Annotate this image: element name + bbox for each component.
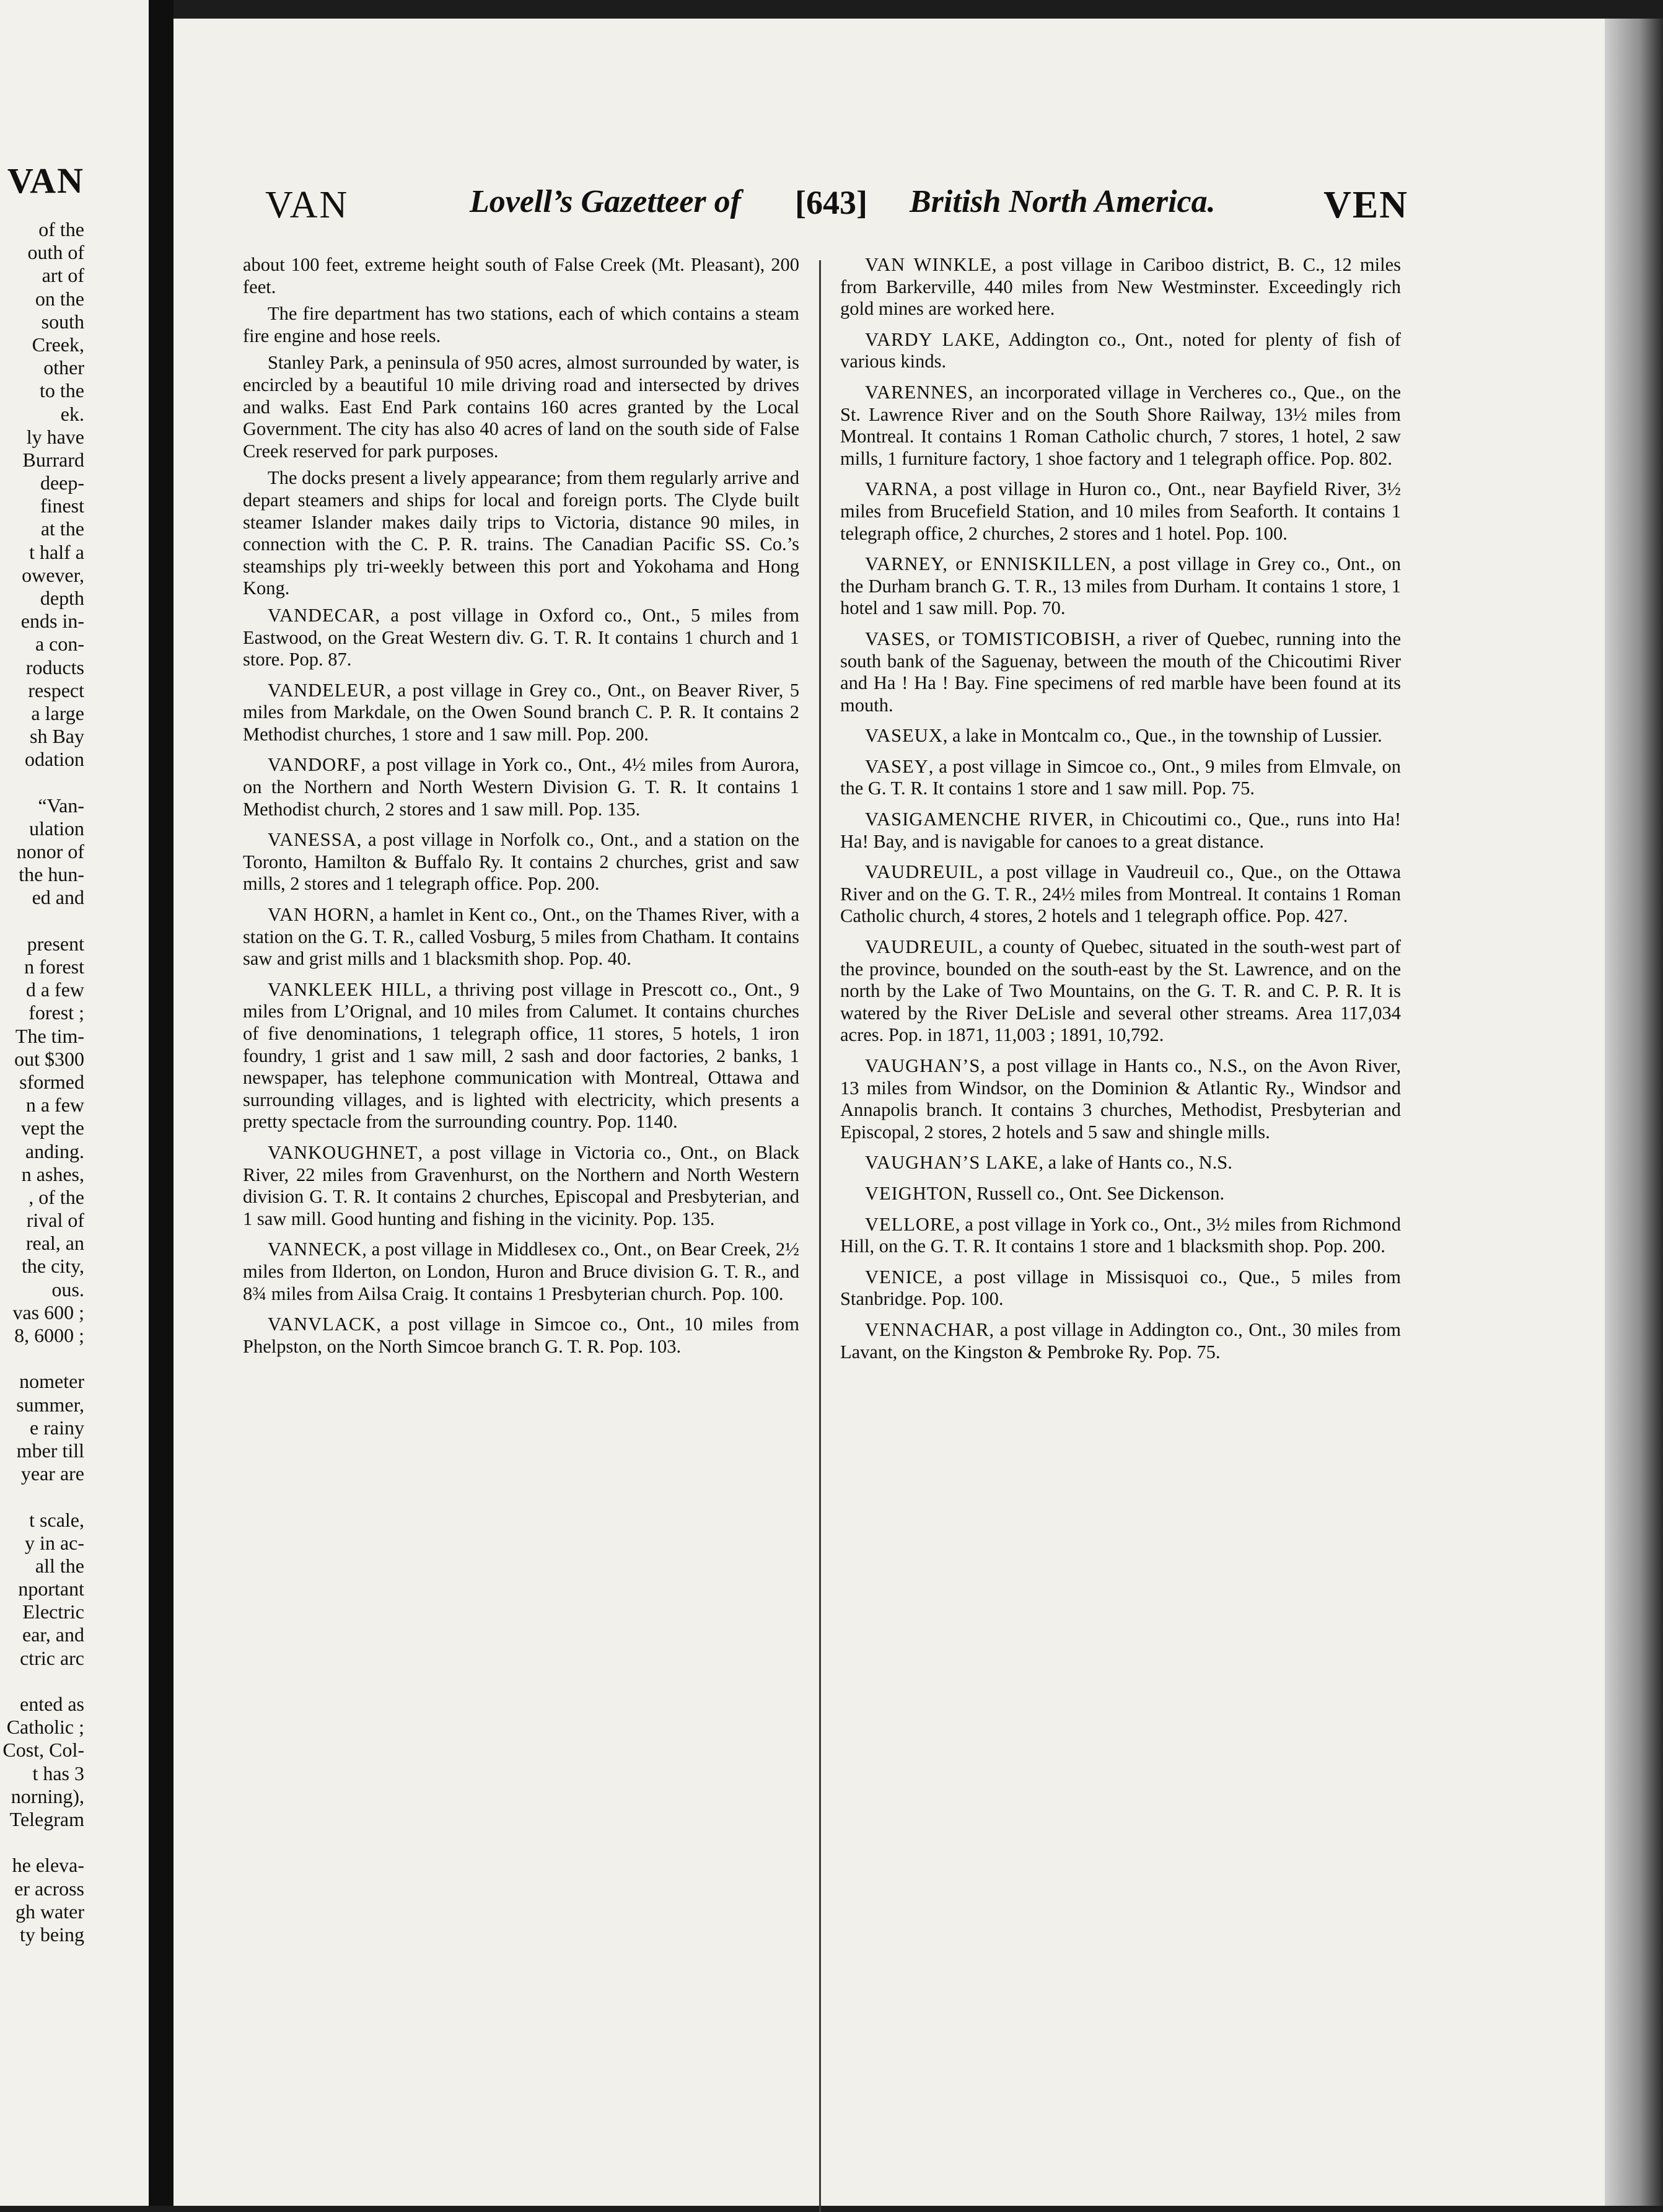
entry-text: , a post village in Middlesex co., Ont., on Bear Creek, 2½ miles from Ilderton, on London, Huron and Bruce division G. T. R., and 8¾ miles from Ailsa Craig. It contains 1 Presbyterian church. Pop. 100. (243, 1239, 799, 1304)
entry-text: , a post village in Oxford co., Ont., 5 miles from Eastwood, on the Great Western div. G. T. R. It contains 1 church and 1 store. Pop. 87. (243, 604, 799, 670)
entry-text: , Russell co., Ont. See Dickenson. (967, 1182, 1225, 1204)
facing-page-line: sh Bay (30, 725, 84, 748)
entry-text: , a thriving post village in Prescott co., Ont., 9 miles from L’Orignal, and 10 miles from Calumet. It contains churches of five denominations, 1 telegraph office, 11 stores, 5 hotels, 1 iron foundry, 1 grist and 1 saw mill, 2 sash and door factories, 2 banks, 1 newspaper, has telephone communication with Montreal, Ottawa and surrounding villages, and is lighted with electricity, which presents a pretty spectacle from the surrounding country. Pop. 1140. (243, 978, 799, 1133)
entry-text: , a post village in Hants co., N.S., on the Avon River, 13 miles from Windsor, on the Dominion & Atlantic Ry., Windsor and Annapolis branch. It contains 3 churches, Methodist, Presbyterian and Episcopal, 2 stores, 2 hotels and 5 saw and shingle mills. (840, 1055, 1401, 1143)
gazetteer-entry (840, 1214, 1401, 1258)
gazetteer-entry (243, 979, 799, 1133)
facing-page-line (2, 1485, 84, 1508)
entry-text: , a post village in Victoria co., Ont., on Black River, 22 miles from Gravenhurst, on the Northern and North Western division G. T. R. It contains 2 churches, Episcopal and Presbyterian, and 1 saw mill. Good hunting and fishing in the vicinity. Pop. 135. (243, 1141, 799, 1229)
entry-name: VANDORF (268, 754, 361, 776)
facing-page-line: rival of (26, 1209, 84, 1232)
facing-page-line: deep- (40, 472, 84, 494)
entry-name: VANVLACK (268, 1314, 377, 1335)
facing-page-line: ented as (20, 1693, 84, 1715)
facing-page-line: ly have (26, 425, 84, 448)
gazetteer-entry (840, 936, 1401, 1047)
gazetteer-entry (840, 329, 1401, 373)
entry-text: , a post village in Simcoe co., Ont., 10 miles from Phelpston, on the North Simcoe branch G. T. R. Pop. 103. (243, 1314, 799, 1357)
facing-page-line: ous. (51, 1278, 84, 1301)
facing-page-line: The tim- (15, 1024, 84, 1047)
paragraph: The fire department has two stations, each of which contains a steam fire engine and hose reels. (243, 303, 799, 346)
facing-page-line: mber till (16, 1439, 84, 1462)
facing-page-line: , of the (29, 1185, 84, 1208)
facing-page-line: ulation (29, 817, 84, 840)
header-title-left: Lovell’s Gazetteer of (470, 184, 741, 219)
facing-page-line: vept the (20, 1117, 84, 1139)
entry-text: , in Chicoutimi co., Que., runs into Ha! Ha! Bay, and is navigable for canoes to a great distance. (840, 809, 1401, 852)
page-number: [643] (795, 184, 867, 221)
left-column (243, 254, 799, 1366)
entry-name: VENICE (865, 1266, 938, 1288)
facing-page-line: Cost, Col- (2, 1739, 84, 1762)
facing-page-line: Telegram (9, 1807, 84, 1830)
entry-text: , a hamlet in Kent co., Ont., on the Thames River, with a station on the G. T. R., called Vosburg, 5 miles from Chatham. It contains saw and grist mills and 1 blacksmith shop. Pop. 40. (243, 904, 799, 970)
facing-page-line: t has 3 (32, 1762, 84, 1784)
facing-page-line: d a few (25, 978, 84, 1001)
entry-name: VELLORE (865, 1213, 955, 1235)
header-left-keyword: VAN (265, 184, 349, 226)
facing-page-line: depth (40, 587, 84, 609)
gazetteer-entry (840, 1266, 1401, 1310)
facing-page-line: ends in- (20, 610, 84, 633)
entry-text: , a county of Quebec, situated in the south-west part of the province, bounded on the south-east by the St. Lawrence, and on the north by the Lake of Two Mountains, on the G. T. R. and C. P. R. It is watered by the River DeLisle and several other streams. Area 117,034 acres. Pop. in 1871, 11,003 ; 1891, 10,792. (840, 936, 1401, 1046)
paragraph: about 100 feet, extreme height south of False Creek (Mt. Pleasant), 200 feet. (243, 254, 799, 297)
entry-name: VAN HORN (268, 904, 370, 926)
facing-page-line: finest (40, 494, 84, 517)
facing-page-line: t half a (29, 540, 84, 563)
facing-page-line (2, 1831, 84, 1854)
facing-page-line: summer, (16, 1393, 84, 1416)
entry-text: , a post village in York co., Ont., 4½ miles from Aurora, on the Northern and North Western Division G. T. R. It contains 1 Methodist church, 2 stores and 1 saw mill. Pop. 135. (243, 754, 799, 820)
entry-text: , a post village in Simcoe co., Ont., 9 miles from Elmvale, on the G. T. R. It contains 1 store and 1 saw mill. Pop. 75. (840, 755, 1401, 799)
gazetteer-entry (840, 628, 1401, 716)
gazetteer-entry (840, 725, 1401, 747)
gazetteer-entry (840, 809, 1401, 853)
facing-page-line: e rainy (30, 1416, 84, 1439)
header-right-keyword: VEN (1323, 184, 1408, 226)
facing-page-line: t scale, (29, 1508, 84, 1531)
header-title-right: British North America. (910, 184, 1216, 219)
gazetteer-entry (840, 1055, 1401, 1143)
facing-page-line: owever, (22, 563, 84, 586)
page-edge (1605, 19, 1663, 2206)
facing-page-line: the hun- (19, 863, 84, 886)
facing-page-line: Catholic ; (6, 1716, 84, 1739)
entry-name: VARDY LAKE (865, 328, 995, 350)
facing-page-line: a con- (35, 633, 84, 656)
entry-name: VAUGHAN’S LAKE (865, 1152, 1039, 1174)
entry-text: , a post village in York co., Ont., 3½ miles from Richmond Hill, on the G. T. R. It contains 1 store and 1 blacksmith shop. Pop. 200. (840, 1213, 1401, 1257)
facing-page-line: other (43, 356, 84, 379)
facing-page-line: forest ; (29, 1001, 84, 1024)
facing-page-line: of the (38, 218, 84, 240)
entry-name: VANDECAR (268, 604, 375, 626)
gazetteer-entry (243, 605, 799, 671)
facing-page-line: nometer (19, 1370, 84, 1393)
entry-text: , a post village in Addington co., Ont., 30 miles from Lavant, on the Kingston & Pembroke Ry. Pop. 75. (840, 1319, 1401, 1363)
facing-page-line (2, 1347, 84, 1370)
facing-page-line: year are (20, 1462, 84, 1485)
facing-page-line: south (41, 310, 84, 333)
gazetteer-entry (243, 680, 799, 746)
gazetteer-entry (840, 756, 1401, 800)
facing-page-line: Electric (22, 1600, 84, 1623)
entry-name: VANDELEUR (268, 679, 387, 701)
facing-page-line (2, 771, 84, 794)
facing-page-line: “Van- (38, 794, 84, 817)
facing-page-line: vas 600 ; (12, 1301, 84, 1323)
entry-name: VASEY (865, 755, 929, 777)
entry-text: , a post village in Vaudreuil co., Que., on the Ottawa River and on the G. T. R., 24½ miles from Montreal. It contains 1 Roman Catholic church, 4 stores, 2 hotels and 1 telegraph office. Pop. 427. (840, 861, 1401, 927)
entry-text: , an incorporated village in Vercheres co., Que., on the St. Lawrence River and on the South Shore Railway, 13½ miles from Montreal. It contains 1 Roman Catholic church, 7 stores, 1 hotel, 2 saw mills, 1 furniture factory, 1 shoe factory and 1 telegraph office. Pop. 802. (840, 381, 1401, 469)
entry-name: VASIGAMENCHE RIVER (865, 809, 1089, 830)
facing-page-line: norning), (11, 1784, 84, 1807)
entry-name: VEIGHTON (865, 1182, 967, 1204)
entry-text: , Addington co., Ont., noted for plenty of fish of various kinds. (840, 328, 1402, 372)
paragraph: The docks present a lively appearance; from them regularly arrive and depart steamers and ships for local and foreign ports. The Clyde built steamer Islander makes daily trips to Victoria, distance 90 miles, in connection with the C. P. R. trains. The Canadian Pacific SS. Co.’s steamships ply tri-weekly between this port and Yokohama and Hong Kong. (243, 467, 799, 599)
entry-text: , a post village in Cariboo district, B. C., 12 miles from Barkerville, 440 miles from New Westminster. Exceedingly rich gold mines are worked here. (840, 254, 1401, 320)
column-divider (819, 260, 821, 2212)
facing-page-line: outh of (27, 241, 84, 264)
entry-name: VAN WINKLE (865, 254, 992, 275)
facing-page-line: he eleva- (12, 1854, 84, 1877)
entry-name: VANKLEEK HILL (268, 978, 427, 1000)
entry-text: , a post village in Missisquoi co., Que., 5 miles from Stanbridge. Pop. 100. (840, 1266, 1401, 1310)
gazetteer-entry (840, 861, 1401, 928)
facing-page-line: y in ac- (25, 1531, 84, 1554)
facing-page-line: nonor of (16, 840, 84, 863)
facing-page-line: ed and (32, 886, 84, 909)
facing-page-line: er across (14, 1877, 84, 1900)
facing-page-line: n forest (24, 955, 84, 978)
facing-page-line: 8, 6000 ; (14, 1324, 84, 1346)
running-header (265, 183, 1408, 233)
facing-page-line: to the (40, 379, 84, 402)
right-column (840, 254, 1401, 1372)
paragraph: Stanley Park, a peninsula of 950 acres, almost surrounded by water, is encircled by a beautiful 10 mile driving road and intersected by drives and walks. East End Park contains 160 acres granted by the Local Government. The city has also 40 acres of land on the south side of False Creek reserved for park purposes. (243, 352, 799, 462)
facing-page-line: anding. (25, 1139, 84, 1162)
facing-page-line: Burrard (22, 448, 84, 471)
facing-page-line: Creek, (32, 333, 84, 356)
facing-page-line: art of (42, 264, 84, 287)
entry-text: , a lake in Montcalm co., Que., in the township of Lussier. (942, 725, 1382, 747)
facing-page-line: real, an (25, 1232, 84, 1255)
facing-page-line: n ashes, (21, 1162, 84, 1185)
gazetteer-entry (840, 1319, 1401, 1363)
facing-page-line: respect (28, 678, 84, 701)
facing-page-line: ek. (60, 402, 84, 425)
facing-page-line: nportant (18, 1578, 84, 1600)
facing-page-line: sformed (19, 1070, 84, 1093)
facing-page-line: the city, (22, 1255, 84, 1278)
entry-name: VASES, or TOMISTICOBISH (865, 628, 1116, 649)
book-gutter (149, 0, 173, 2206)
entry-name: VARNA (865, 478, 933, 500)
entry-text: , a post village in Huron co., Ont., near Bayfield River, 3½ miles from Brucefield Station, and 10 miles from Seaforth. It contains 1 telegraph office, 2 churches, 2 stores and 1 hotel. Pop. 100. (840, 478, 1401, 544)
gazetteer-entry (243, 1314, 799, 1358)
entry-name: VARENNES (865, 381, 968, 403)
entry-name: VASEUX (865, 725, 943, 747)
entry-name: VAUGHAN’S (865, 1055, 981, 1076)
facing-page-line: n a few (25, 1094, 84, 1117)
facing-page-line (2, 1670, 84, 1693)
entry-name: VARNEY, or ENNISKILLEN (865, 553, 1112, 575)
gazetteer-entry (840, 382, 1401, 470)
facing-page-line: a large (31, 701, 84, 724)
gazetteer-entry (840, 553, 1401, 620)
entry-name: VAUDREUIL (865, 861, 978, 883)
facing-page-heading: VAN (7, 160, 84, 201)
facing-page-line: present (27, 932, 84, 955)
facing-page-line (2, 910, 84, 933)
gazetteer-entry (243, 829, 799, 895)
gazetteer-entry (243, 1142, 799, 1230)
gazetteer-entry (840, 254, 1401, 320)
gazetteer-entry (243, 754, 799, 820)
entry-name: VAUDREUIL (865, 936, 978, 958)
facing-page-text (2, 218, 84, 1946)
facing-page-line: ctric arc (20, 1646, 84, 1669)
entry-text: , a post village in Norfolk co., Ont., and a station on the Toronto, Hamilton & Buffalo Ry. It contains 2 churches, grist and saw mills, 2 stores and 1 telegraph office. Pop. 200. (243, 829, 799, 895)
facing-page-line: ear, and (22, 1623, 84, 1646)
facing-page-line: on the (35, 287, 84, 310)
entry-text: , a river of Quebec, running into the south bank of the Saguenay, between the mouth of the Chicoutimi River and Ha ! Ha ! Bay. Fine specimens of red marble have been found at its mouth. (840, 628, 1401, 716)
facing-page-line: all the (35, 1554, 84, 1577)
entry-name: VANKOUGHNET (268, 1141, 418, 1163)
entry-name: VENNACHAR (865, 1319, 989, 1340)
facing-page-line: gh water (15, 1900, 84, 1923)
entry-text: , a post village in Grey co., Ont., on Beaver River, 5 miles from Markdale, on the Owen Sound branch C. P. R. It contains 2 Methodist churches, 1 store and 1 saw mill. Pop. 200. (243, 679, 799, 745)
gazetteer-entry (840, 478, 1401, 545)
gazetteer-entry (243, 904, 799, 970)
facing-page-line: odation (25, 748, 84, 771)
entry-text: , a lake of Hants co., N.S. (1038, 1152, 1232, 1174)
facing-page-line: out $300 (14, 1047, 84, 1070)
facing-page-line: at the (40, 517, 84, 540)
facing-page-line: ty being (20, 1923, 84, 1946)
gazetteer-entry (243, 1239, 799, 1305)
entry-name: VANESSA (268, 829, 357, 851)
facing-page (0, 0, 149, 2206)
entry-name: VANNECK (268, 1239, 362, 1260)
gazetteer-entry (840, 1183, 1401, 1205)
entry-text: , a post village in Grey co., Ont., on the Durham branch G. T. R., 13 miles from Durham. It contains 1 store, 1 hotel and 1 saw mill. Pop. 70. (840, 553, 1402, 619)
facing-page-line: roducts (25, 656, 84, 678)
gazetteer-entry (840, 1152, 1401, 1174)
